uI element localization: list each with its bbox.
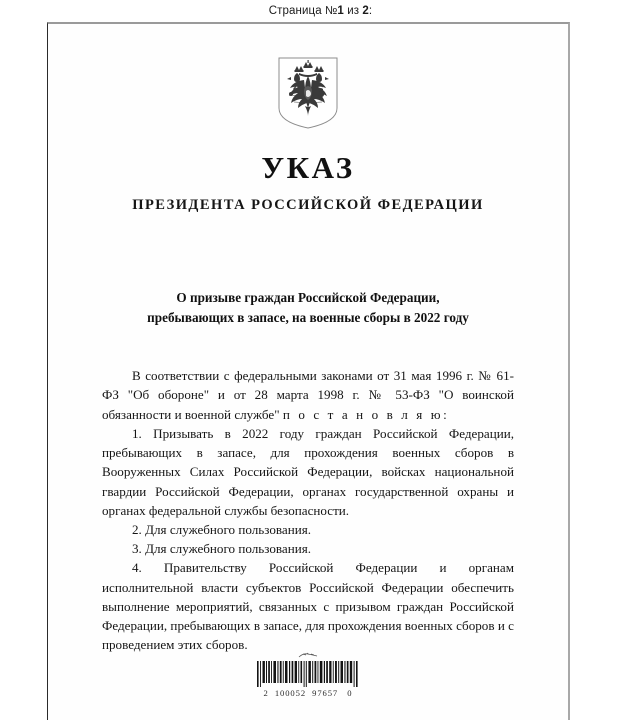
page-indicator-of: из: [343, 4, 363, 17]
barcode-digits: 2 100052 97657 0: [263, 688, 353, 698]
document-subtitle: ПРЕЗИДЕНТА РОССИЙСКОЙ ФЕДЕРАЦИИ: [132, 197, 484, 213]
preamble-text: В соответствии с федеральными законами от 31 мая 1996 г. № 61-ФЗ "Об обороне" и от 28 марта 1998 г. № 53-ФЗ "О воинской обязанности и военной службе": [102, 368, 514, 422]
barcode-top-mark-icon: [297, 652, 319, 659]
page-indicator: [269, 5, 372, 17]
decree-heading-line-1: О призыве граждан Российской Федерации,: [176, 290, 440, 305]
page-indicator-total: 2: [362, 4, 369, 17]
russian-federation-coat-of-arms-icon: [277, 56, 339, 130]
paragraph-item-4: 4. Правительству Российской Федерации и органам исполнительной власти субъектов Российской Федерации обеспечить выполнение мероприятий, связанных с призывом граждан Российской Федерации, пребывающих в запасе, для прохождения военных сборов и с проведением этих сборов.: [102, 560, 514, 653]
decree-verb: п о с т а н о в л я ю:: [282, 406, 450, 422]
emblem-container: [48, 56, 568, 130]
paragraph-preamble: [102, 366, 514, 424]
paragraph-item-2: 2. Для служебного пользования.: [132, 522, 312, 537]
document-title: УКАЗ: [261, 150, 355, 185]
barcode-bars: [256, 661, 360, 687]
barcode-block: [48, 652, 568, 698]
paragraph-item-3: 3. Для служебного пользования.: [132, 541, 312, 557]
page-indicator-prefix: Страница №: [268, 4, 338, 17]
document-body: [102, 366, 514, 655]
page-indicator-suffix: :: [368, 4, 373, 17]
decree-heading-line-2: пребывающих в запасе, на военные сборы в 2022 году: [147, 310, 469, 326]
paragraph-item-1: 1. Призывать в 2022 году граждан Российской Федерации, пребывающих в запасе, для прохождения военных сборов в Вооруженных Силах Российской Федерации, войсках национальной гвардии Российской Федерации, органах государственной охраны и органах федеральной службы безопасности.: [102, 425, 514, 518]
document-page: [47, 22, 570, 720]
decree-heading: [117, 288, 499, 328]
page-indicator-current: 1: [337, 4, 344, 17]
pdf-viewer-header: [0, 0, 641, 21]
